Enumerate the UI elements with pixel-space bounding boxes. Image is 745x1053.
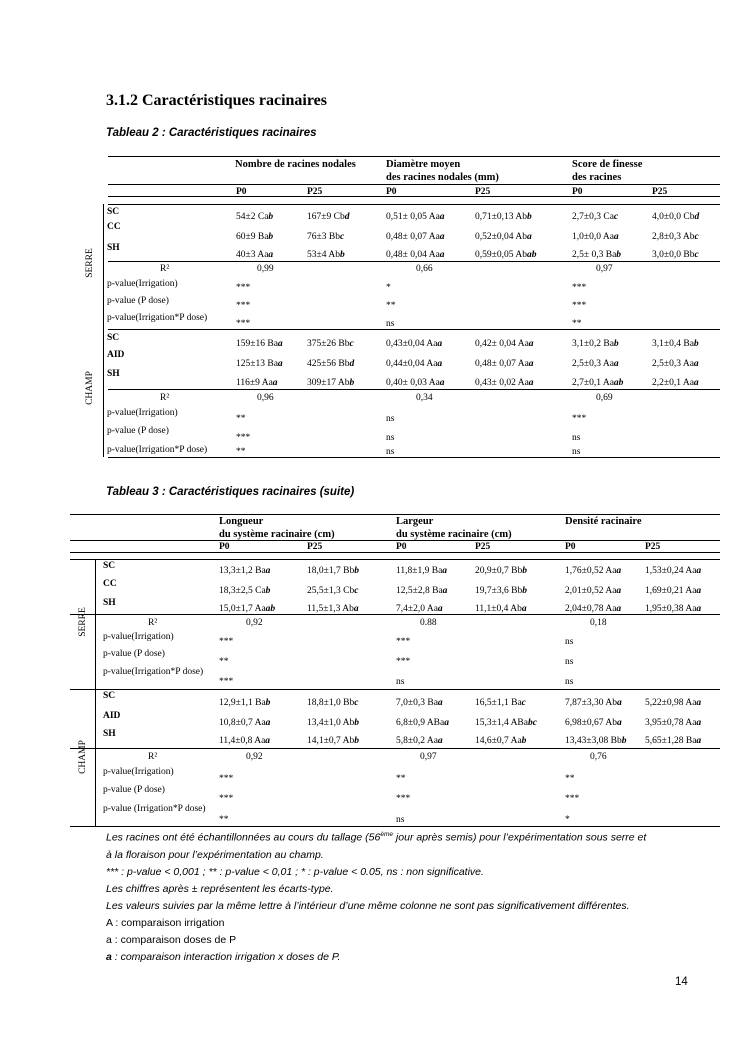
note-bold-a: a xyxy=(106,950,112,963)
pvalue: *** xyxy=(236,319,251,329)
data-cell: 13,4±1,0 Abb xyxy=(307,718,359,728)
pvalue: ns xyxy=(565,637,574,647)
serre-label: SERRE xyxy=(85,248,95,278)
r2-value: 0,76 xyxy=(590,752,607,762)
column-header: Largeur xyxy=(396,516,434,527)
pvalue: *** xyxy=(572,301,587,311)
data-cell: 1,95±0,38 Aaa xyxy=(645,604,702,614)
column-divider xyxy=(95,559,96,826)
pvalue: * xyxy=(386,283,391,293)
pvalue: *** xyxy=(219,774,234,784)
data-cell: 14,1±0,7 Abb xyxy=(307,736,359,746)
data-cell: 1,76±0,52 Aaa xyxy=(565,566,622,576)
note-line: *** : p-value < 0,001 ; ** : p-value < 0,01 ; * : p-value < 0.05, ns : non significative. xyxy=(106,865,484,878)
data-cell: 7,0±0,3 Baa xyxy=(396,698,443,708)
data-cell: 11,1±0,4 Aba xyxy=(475,604,527,614)
pvalue: * xyxy=(565,815,570,825)
p25-header: P25 xyxy=(475,187,491,197)
pvalue: *** xyxy=(236,301,251,311)
data-cell: 0,43±0,04 Aaa xyxy=(386,339,443,349)
data-cell: 3,0±0,0 Bbc xyxy=(652,250,699,260)
data-cell: 15,0±1,7 Aaab xyxy=(219,604,276,614)
note-line: jour après semis) pour l’expérimentation sous serre et xyxy=(393,831,647,844)
p0-header: P0 xyxy=(565,542,576,552)
data-cell: 60±9 Bab xyxy=(236,232,274,242)
data-cell: 0,48± 0,07 Aaa xyxy=(475,359,534,369)
rule-line xyxy=(70,540,720,541)
data-cell: 11,4±0,8 Aaa xyxy=(219,736,271,746)
p0-header: P0 xyxy=(396,542,407,552)
pvalue: ** xyxy=(236,414,246,424)
pvalue: ** xyxy=(572,319,582,329)
column-header: des racines nodales (mm) xyxy=(386,172,499,183)
pvalue: ** xyxy=(236,447,246,457)
r2-value: 0,34 xyxy=(416,393,433,403)
column-header: Longueur xyxy=(219,516,264,527)
pvalue: ** xyxy=(219,815,229,825)
data-cell: 13,43±3,08 Bbb xyxy=(565,736,627,746)
data-cell: 18,8±1,0 Bbc xyxy=(307,698,359,708)
pvalue: *** xyxy=(219,677,234,687)
rule-line xyxy=(108,196,720,197)
rule-line xyxy=(70,614,720,615)
row-label: SH xyxy=(103,598,116,608)
section-heading: 3.1.2 Caractéristiques racinaires xyxy=(106,92,327,109)
rule-line xyxy=(108,389,720,390)
pvalue: ** xyxy=(219,657,229,667)
data-cell: 1,69±0,21 Aaa xyxy=(645,586,702,596)
r2-value: 0,96 xyxy=(257,393,274,403)
pvalue: ns xyxy=(386,414,395,424)
note-line: Les racines ont été échantillonnées au cours du tallage (56 xyxy=(106,831,381,844)
data-cell: 11,8±1,9 Baa xyxy=(396,566,448,576)
data-cell: 76±3 Bbc xyxy=(307,232,345,242)
pvalue-label: p-value (P dose) xyxy=(107,296,169,306)
pvalue-label: p-value(Irrigation*P dose) xyxy=(107,313,208,323)
pvalue: *** xyxy=(219,794,234,804)
data-cell: 6,8±0,9 ABaa xyxy=(396,718,449,728)
data-cell: 0,43± 0,02 Aaa xyxy=(475,378,534,388)
column-header: Nombre de racines nodales xyxy=(235,159,356,170)
column-header: Diamètre moyen xyxy=(386,159,461,170)
data-cell: 10,8±0,7 Aaa xyxy=(219,718,271,728)
rule-line xyxy=(70,689,720,690)
r2-value: 0.88 xyxy=(420,618,437,628)
data-cell: 2,5± 0,3 Bab xyxy=(572,250,622,260)
table3-caption: Tableau 3 : Caractéristiques racinaires (suite) xyxy=(106,486,355,498)
row-label: SC xyxy=(107,333,120,343)
pvalue: *** xyxy=(396,637,411,647)
pvalue-label: p-value(Irrigation) xyxy=(103,767,174,777)
pvalue: ns xyxy=(386,433,395,443)
r2-value: 0,18 xyxy=(590,618,607,628)
rule-line xyxy=(108,156,720,157)
data-cell: 7,87±3,30 Aba xyxy=(565,698,622,708)
r2-value: 0,99 xyxy=(257,264,274,274)
data-cell: 25,5±1,3 Cbc xyxy=(307,586,359,596)
pvalue: ns xyxy=(396,677,405,687)
data-cell: 125±13 Baa xyxy=(236,359,283,369)
data-cell: 3,95±0,78 Aaa xyxy=(645,718,702,728)
column-header: Densité racinaire xyxy=(565,516,642,527)
rule-line xyxy=(70,748,720,749)
data-cell: 16,5±1,1 Bac xyxy=(475,698,526,708)
data-cell: 2,8±0,3 Abc xyxy=(652,232,699,242)
column-header: Score de finesse xyxy=(572,159,643,170)
rule-line xyxy=(108,329,720,330)
data-cell: 12,5±2,8 Baa xyxy=(396,586,448,596)
pvalue: ns xyxy=(565,677,574,687)
p25-header: P25 xyxy=(645,542,661,552)
data-cell: 425±56 Bbd xyxy=(307,359,355,369)
pvalue: ** xyxy=(565,774,575,784)
data-cell: 6,98±0,67 Aba xyxy=(565,718,622,728)
data-cell: 19,7±3,6 Bbb xyxy=(475,586,527,596)
rule-line xyxy=(108,261,720,262)
data-cell: 0,52±0,04 Aba xyxy=(475,232,532,242)
data-cell: 7,4±2,0 Aaa xyxy=(396,604,443,614)
data-cell: 18,0±1,7 Bbb xyxy=(307,566,359,576)
pvalue: ns xyxy=(396,815,405,825)
note-superscript: ème xyxy=(380,831,394,838)
column-header: du système racinaire (cm) xyxy=(396,529,512,540)
r2-label: R² xyxy=(148,752,158,762)
data-cell: 12,9±1,1 Bab xyxy=(219,698,271,708)
pvalue-label: p-value (Irrigation*P dose) xyxy=(103,804,206,814)
pvalue: *** xyxy=(219,637,234,647)
data-cell: 5,8±0,2 Aaa xyxy=(396,736,443,746)
pvalue: ** xyxy=(396,774,406,784)
data-cell: 54±2 Cab xyxy=(236,212,274,222)
note-line: à la floraison pour l’expérimentation au champ. xyxy=(106,848,324,861)
pvalue: *** xyxy=(565,794,580,804)
pvalue: *** xyxy=(396,657,411,667)
data-cell: 2,5±0,3 Aaa xyxy=(652,359,699,369)
row-label: AID xyxy=(103,711,121,721)
column-divider xyxy=(103,204,104,457)
r2-value: 0,92 xyxy=(246,752,263,762)
r2-label: R² xyxy=(160,393,170,403)
data-cell: 5,65±1,28 Baa xyxy=(645,736,702,746)
row-label: SH xyxy=(103,729,116,739)
data-cell: 13,3±1,2 Baa xyxy=(219,566,271,576)
data-cell: 11,5±1,3 Aba xyxy=(307,604,359,614)
pvalue: ns xyxy=(572,447,581,457)
p0-header: P0 xyxy=(572,187,583,197)
data-cell: 3,1±0,4 Bab xyxy=(652,339,699,349)
note-line: : comparaison interaction irrigation x doses de P. xyxy=(111,950,341,963)
data-cell: 40±3 Aaa xyxy=(236,250,274,260)
column-header: des racines xyxy=(572,172,622,183)
pvalue: ** xyxy=(386,301,396,311)
pvalue-label: p-value (P dose) xyxy=(103,785,165,795)
note-line: A : comparaison irrigation xyxy=(106,916,225,929)
data-cell: 2,01±0,52 Aaa xyxy=(565,586,622,596)
data-cell: 0,51± 0,05 Aaa xyxy=(386,212,445,222)
data-cell: 1,0±0,0 Aaa xyxy=(572,232,619,242)
p0-header: P0 xyxy=(386,187,397,197)
pvalue-label: p-value(Irrigation) xyxy=(107,408,178,418)
pvalue-label: p-value(Irrigation) xyxy=(107,279,178,289)
data-cell: 4,0±0,0 Cbd xyxy=(652,212,700,222)
rule-line xyxy=(108,184,720,185)
data-cell: 159±16 Baa xyxy=(236,339,283,349)
note-line: Les chiffres après ± représentent les écarts-type. xyxy=(106,882,334,895)
data-cell: 0,71±0,13 Abb xyxy=(475,212,532,222)
table-notes xyxy=(106,826,706,966)
p0-header: P0 xyxy=(236,187,247,197)
data-cell: 116±9 Aaa xyxy=(236,378,278,388)
pvalue-label: p-value(Irrigation) xyxy=(103,632,174,642)
pvalue-label: p-value(Irrigation*P dose) xyxy=(107,445,208,455)
pvalue: ns xyxy=(386,319,395,329)
data-cell: 375±26 Bbc xyxy=(307,339,354,349)
r2-label: R² xyxy=(160,264,170,274)
pvalue: *** xyxy=(572,283,587,293)
note-line: Les valeurs suivies par la même lettre à l’intérieur d’une même colonne ne sont pas significativement différentes. xyxy=(106,899,630,912)
rule-line xyxy=(70,552,720,553)
row-label: SC xyxy=(107,207,120,217)
row-label: CC xyxy=(107,222,121,232)
data-cell: 15,3±1,4 ABabc xyxy=(475,718,537,728)
r2-value: 0,69 xyxy=(596,393,613,403)
pvalue: ns xyxy=(386,447,395,457)
rule-line xyxy=(108,457,720,458)
serre-label: SERRE xyxy=(78,607,88,637)
rule-line xyxy=(108,204,720,205)
data-cell: 1,53±0,24 Aaa xyxy=(645,566,702,576)
pvalue: *** xyxy=(236,433,251,443)
pvalue: *** xyxy=(236,283,251,293)
data-cell: 309±17 Abb xyxy=(307,378,355,388)
data-cell: 0,44±0,04 Aaa xyxy=(386,359,443,369)
data-cell: 2,5±0,3 Aaa xyxy=(572,359,619,369)
column-header: du système racinaire (cm) xyxy=(219,529,335,540)
row-label: CC xyxy=(103,579,117,589)
p25-header: P25 xyxy=(652,187,668,197)
row-label: AID xyxy=(107,350,125,360)
data-cell: 14,6±0,7 Aab xyxy=(475,736,527,746)
row-label: SH xyxy=(107,243,120,253)
pvalue: *** xyxy=(572,414,587,424)
row-label: SC xyxy=(103,561,116,571)
data-cell: 2,04±0,78 Aaa xyxy=(565,604,622,614)
p25-header: P25 xyxy=(307,542,323,552)
data-cell: 0,40± 0,03 Aaa xyxy=(386,378,445,388)
pvalue-label: p-value (P dose) xyxy=(103,649,165,659)
r2-value: 0,97 xyxy=(420,752,437,762)
data-cell: 20,9±0,7 Bbb xyxy=(475,566,527,576)
data-cell: 53±4 Abb xyxy=(307,250,345,260)
data-cell: 3,1±0,2 Bab xyxy=(572,339,619,349)
data-cell: 2,2±0,1 Aaa xyxy=(652,378,699,388)
data-cell: 0,59±0,05 Abab xyxy=(475,250,537,260)
r2-label: R² xyxy=(148,618,158,628)
pvalue: *** xyxy=(396,794,411,804)
champ-label: CHAMP xyxy=(85,371,95,405)
data-cell: 5,22±0,98 Aaa xyxy=(645,698,702,708)
table2-caption: Tableau 2 : Caractéristiques racinaires xyxy=(106,127,317,139)
pvalue: ns xyxy=(565,657,574,667)
rule-line xyxy=(70,559,720,560)
p0-header: P0 xyxy=(219,542,230,552)
page-number: 14 xyxy=(675,976,688,988)
data-cell: 0,42± 0,04 Aaa xyxy=(475,339,534,349)
data-cell: 0,48± 0,07 Aaa xyxy=(386,232,445,242)
data-cell: 18,3±2,5 Cab xyxy=(219,586,271,596)
p25-header: P25 xyxy=(475,542,491,552)
row-label: SH xyxy=(107,369,120,379)
data-cell: 0,48± 0,04 Aaa xyxy=(386,250,445,260)
p25-header: P25 xyxy=(307,187,323,197)
r2-value: 0,66 xyxy=(416,264,433,274)
champ-label: CHAMP xyxy=(78,740,88,774)
r2-value: 0,97 xyxy=(596,264,613,274)
pvalue-label: p-value(Irrigation*P dose) xyxy=(103,667,204,677)
data-cell: 2,7±0,1 Aaab xyxy=(572,378,624,388)
note-line: a : comparaison doses de P xyxy=(106,933,237,946)
row-label: SC xyxy=(103,691,116,701)
data-cell: 167±9 Cbd xyxy=(307,212,350,222)
pvalue: ns xyxy=(572,433,581,443)
r2-value: 0,92 xyxy=(246,618,263,628)
pvalue-label: p-value (P dose) xyxy=(107,426,169,436)
data-cell: 2,7±0,3 Cac xyxy=(572,212,619,222)
